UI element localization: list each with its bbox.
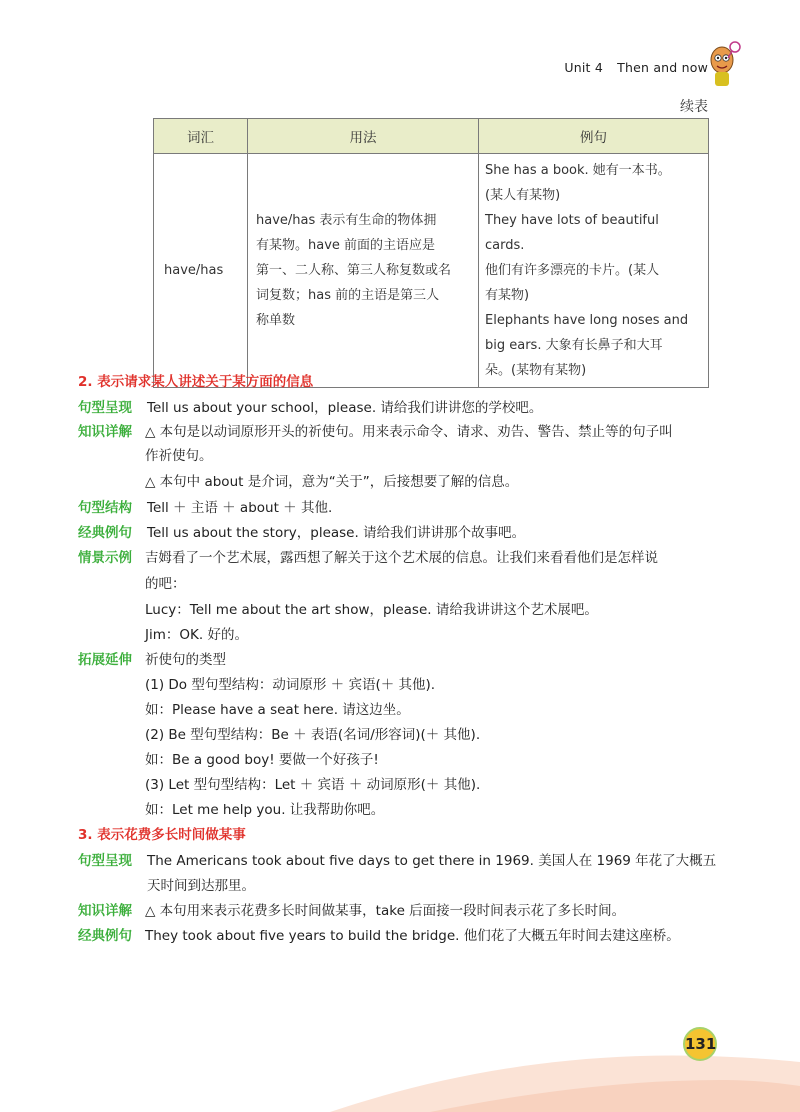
tag-knowledge: 知识详解: [78, 424, 132, 440]
usage-line: 第一、二人称、第三人称复数或名: [256, 263, 452, 278]
example-line: 朵。(某物有某物): [485, 363, 587, 378]
example-sentence: Tell us about the story，please. 请给我们讲讲那个故事吧。: [147, 525, 526, 541]
page-number: 131: [683, 1027, 717, 1061]
scene-line: 吉姆看了一个艺术展，露西想了解关于这个艺术展的信息。让我们来看看他们是怎样说: [145, 550, 658, 566]
extend-line: (3) Let 型句型结构：Let ＋ 宾语 ＋ 动词原形(＋ 其他).: [145, 777, 481, 793]
example-line: (某人有某物): [485, 188, 561, 203]
extend-line: (1) Do 型句型结构：动词原形 ＋ 宾语(＋ 其他).: [145, 677, 436, 693]
knowledge-line: 作祈使句。: [145, 448, 213, 464]
usage-line: 称单数: [256, 313, 296, 328]
tag-pattern: 句型呈现: [78, 400, 132, 416]
usage-cell: [248, 154, 479, 388]
knowledge-line: △ 本句中 about 是介词，意为“关于”，后接想要了解的信息。: [145, 474, 519, 490]
pattern-sentence: The Americans took about five days to get there in 1969. 美国人在 1969 年花了大概五: [147, 853, 717, 869]
vocab-table: [153, 118, 709, 388]
usage-line: 词复数；has 前的主语是第三人: [256, 288, 440, 303]
example-line: She has a book. 她有一本书。: [485, 163, 671, 178]
example-line: They have lots of beautiful cards.: [485, 213, 659, 253]
extend-line: 如：Be a good boy! 要做一个好孩子!: [145, 752, 379, 768]
example-sentence: They took about five years to build the bridge. 他们花了大概五年时间去建这座桥。: [145, 928, 680, 944]
section-2-title: 2. 表示请求某人讲述关于某方面的信息: [78, 374, 314, 390]
example-line: big ears. 大象有长鼻子和大耳: [485, 338, 663, 353]
tag-example: 经典例句: [78, 928, 132, 944]
pattern-sentence: 天时间到达那里。: [147, 878, 255, 894]
tag-scene: 情景示例: [78, 550, 132, 566]
col-header-usage: 用法: [248, 119, 479, 154]
tag-structure: 句型结构: [78, 500, 132, 516]
scene-line: Lucy：Tell me about the art show，please. 请给我讲讲这个艺术展吧。: [145, 602, 598, 618]
structure-line: Tell ＋ 主语 ＋ about ＋ 其他.: [147, 500, 333, 516]
scene-line: Jim：OK. 好的。: [145, 627, 248, 643]
col-header-word: 词汇: [154, 119, 248, 154]
running-header: [564, 60, 708, 75]
usage-line: 有某物。have 前面的主语应是: [256, 238, 436, 253]
extend-line: 如：Please have a seat here. 请这边坐。: [145, 702, 410, 718]
tag-extend: 拓展延伸: [78, 652, 132, 668]
section-3-title: 3. 表示花费多长时间做某事: [78, 827, 246, 843]
footer-wave-decoration: [0, 1022, 800, 1112]
example-line: 他们有许多漂亮的卡片。(某人: [485, 263, 660, 278]
extend-title: 祈使句的类型: [145, 652, 226, 668]
continued-label: 续表: [680, 99, 708, 115]
unit-label: Unit 4: [564, 60, 603, 75]
example-line: Elephants have long noses and: [485, 313, 689, 328]
tag-pattern: 句型呈现: [78, 853, 132, 869]
tag-example: 经典例句: [78, 525, 132, 541]
table-header-row: [154, 119, 709, 154]
tag-knowledge: 知识详解: [78, 903, 132, 919]
unit-title: Then and now: [617, 60, 708, 75]
scene-line: 的吧：: [145, 576, 186, 592]
example-cell: [479, 154, 709, 388]
word-cell: have/has: [154, 154, 248, 388]
example-line: 有某物): [485, 288, 530, 303]
usage-line: have/has 表示有生命的物体拥: [256, 213, 437, 228]
mascot-icon: [704, 38, 742, 90]
extend-line: 如：Let me help you. 让我帮助你吧。: [145, 802, 385, 818]
knowledge-line: △ 本句用来表示花费多长时间做某事，take 后面接一段时间表示花了多长时间。: [145, 903, 626, 919]
pattern-sentence: Tell us about your school，please. 请给我们讲讲您的学校吧。: [147, 400, 543, 416]
col-header-example: 例句: [479, 119, 709, 154]
extend-line: (2) Be 型句型结构：Be ＋ 表语(名词/形容词)(＋ 其他).: [145, 727, 481, 743]
table-row: [154, 154, 709, 388]
knowledge-line: △ 本句是以动词原形开头的祈使句。用来表示命令、请求、劝告、警告、禁止等的句子叫: [145, 424, 673, 440]
